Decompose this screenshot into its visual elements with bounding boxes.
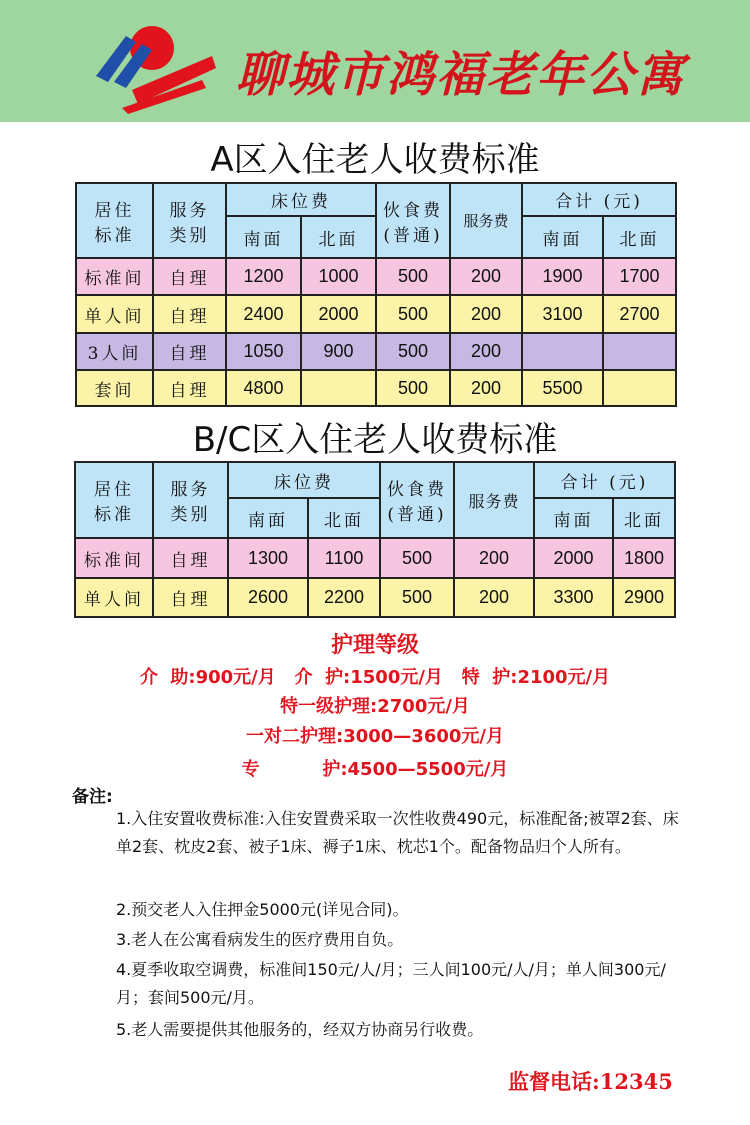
cell-service-fee: 200 — [450, 258, 522, 295]
cell-total-south: 5500 — [522, 370, 603, 406]
cell-total-north: 1700 — [603, 258, 676, 295]
cell-service: 自理 — [153, 370, 226, 406]
cell-total-north: 2700 — [603, 295, 676, 333]
cell-bed-south: 4800 — [226, 370, 301, 406]
note-item: 4.夏季收取空调费，标准间150元/人/月；三人间100元/人/月；单人间300元/月；套间500元/月。 — [116, 960, 666, 1007]
note-item: 2.预交老人入住押金5000元(详见合同)。 — [116, 900, 409, 919]
cell-total-south: 2000 — [534, 538, 613, 578]
cell-bed-south: 2600 — [228, 578, 308, 617]
table-row — [76, 258, 676, 295]
cell-service: 自理 — [153, 538, 228, 578]
cell-bed-north: 1100 — [308, 538, 380, 578]
header-total-north: 北面 — [613, 498, 675, 538]
header-banner — [0, 0, 750, 122]
cell-bed-north: 2000 — [301, 295, 376, 333]
cell-room-type: 标准间 — [75, 538, 153, 578]
cell-service: 自理 — [153, 258, 226, 295]
note-item: 5.老人需要提供其他服务的，经双方协商另行收费。 — [116, 1020, 484, 1039]
header-service-category: 服务 类别 — [153, 462, 228, 538]
table-bc-title: B/C区入住老人收费标准 — [192, 420, 558, 460]
header-bed-south: 南面 — [226, 216, 301, 258]
cell-room-type: 套间 — [76, 370, 153, 406]
cell-bed-south: 1050 — [226, 333, 301, 370]
header-stay-standard: 居住 标准 — [75, 462, 153, 538]
cell-service: 自理 — [153, 333, 226, 370]
cell-service-fee: 200 — [450, 295, 522, 333]
cell-meal: 500 — [380, 538, 454, 578]
cell-total-south: 3300 — [534, 578, 613, 617]
header-meal-fee: 伙食费 (普通) — [380, 462, 454, 538]
header-total: 合计 (元) — [534, 462, 675, 498]
cell-meal: 500 — [380, 578, 454, 617]
cell-room-type: 标准间 — [76, 258, 153, 295]
cell-room-type: 单人间 — [76, 295, 153, 333]
header-stay-standard: 居住 标准 — [76, 183, 153, 258]
note-item: 3.老人在公寓看病发生的医疗费用自负。 — [116, 930, 404, 949]
table-row — [75, 578, 675, 617]
cell-bed-north: 2200 — [308, 578, 380, 617]
cell-total-north — [603, 370, 676, 406]
header-bed-north: 北面 — [308, 498, 380, 538]
care-level-line: 介 助:900元/月 介 护:1500元/月 特 护:2100元/月 — [139, 667, 611, 688]
cell-bed-north: 900 — [301, 333, 376, 370]
header-bed-south: 南面 — [228, 498, 308, 538]
table-row — [76, 370, 676, 406]
header-total-south: 南面 — [534, 498, 613, 538]
header-service-fee: 服务费 — [450, 183, 522, 258]
cell-total-north: 1800 — [613, 538, 675, 578]
cell-service-fee: 200 — [450, 333, 522, 370]
cell-bed-north: 1000 — [301, 258, 376, 295]
cell-total-north — [603, 333, 676, 370]
table-a — [75, 182, 677, 407]
cell-total-south: 1900 — [522, 258, 603, 295]
cell-total-south: 3100 — [522, 295, 603, 333]
cell-bed-south: 2400 — [226, 295, 301, 333]
cell-bed-south: 1200 — [226, 258, 301, 295]
header-bed-fee: 床位费 — [226, 183, 376, 216]
header-total-north: 北面 — [603, 216, 676, 258]
care-level-title: 护理等级 — [330, 633, 419, 658]
header-meal-fee: 伙食费 (普通) — [376, 183, 450, 258]
cell-service-fee: 200 — [454, 538, 534, 578]
header-bed-north: 北面 — [301, 216, 376, 258]
header-total: 合计 (元) — [522, 183, 676, 216]
care-level-line: 一对二护理:3000—3600元/月 — [246, 726, 504, 747]
org-name: 聊城市鸿福老年公寓 — [236, 47, 687, 103]
care-level-line: 专 护:4500—5500元/月 — [241, 759, 509, 780]
header-total-south: 南面 — [522, 216, 603, 258]
table-bc — [74, 461, 676, 618]
cell-service-fee: 200 — [454, 578, 534, 617]
header-bed-fee: 床位费 — [228, 462, 380, 498]
table-row — [76, 295, 676, 333]
cell-service-fee: 200 — [450, 370, 522, 406]
cell-service: 自理 — [153, 295, 226, 333]
care-level-line: 特一级护理:2700元/月 — [280, 696, 470, 717]
cell-service: 自理 — [153, 578, 228, 617]
header-service-category: 服务 类别 — [153, 183, 226, 258]
cell-total-north: 2900 — [613, 578, 675, 617]
cell-total-south — [522, 333, 603, 370]
cell-meal: 500 — [376, 333, 450, 370]
table-a-title: A区入住老人收费标准 — [210, 140, 540, 180]
table-row — [75, 538, 675, 578]
supervision-hotline: 监督电话:12345 — [508, 1069, 673, 1094]
table-row — [76, 333, 676, 370]
cell-meal: 500 — [376, 258, 450, 295]
cell-room-type: 单人间 — [75, 578, 153, 617]
logo-icon — [92, 18, 220, 114]
notes-label: 备注: — [72, 787, 113, 807]
header-service-fee: 服务费 — [454, 462, 534, 538]
cell-meal: 500 — [376, 370, 450, 406]
note-item: 1.入住安置收费标准:入住安置费采取一次性收费490元，标准配备;被罩2套、床单2套、枕皮2套、被子1床、褥子1床、枕芯1个。配备物品归个人所有。 — [116, 809, 679, 856]
cell-bed-south: 1300 — [228, 538, 308, 578]
cell-bed-north — [301, 370, 376, 406]
cell-room-type: 3人间 — [76, 333, 153, 370]
cell-meal: 500 — [376, 295, 450, 333]
